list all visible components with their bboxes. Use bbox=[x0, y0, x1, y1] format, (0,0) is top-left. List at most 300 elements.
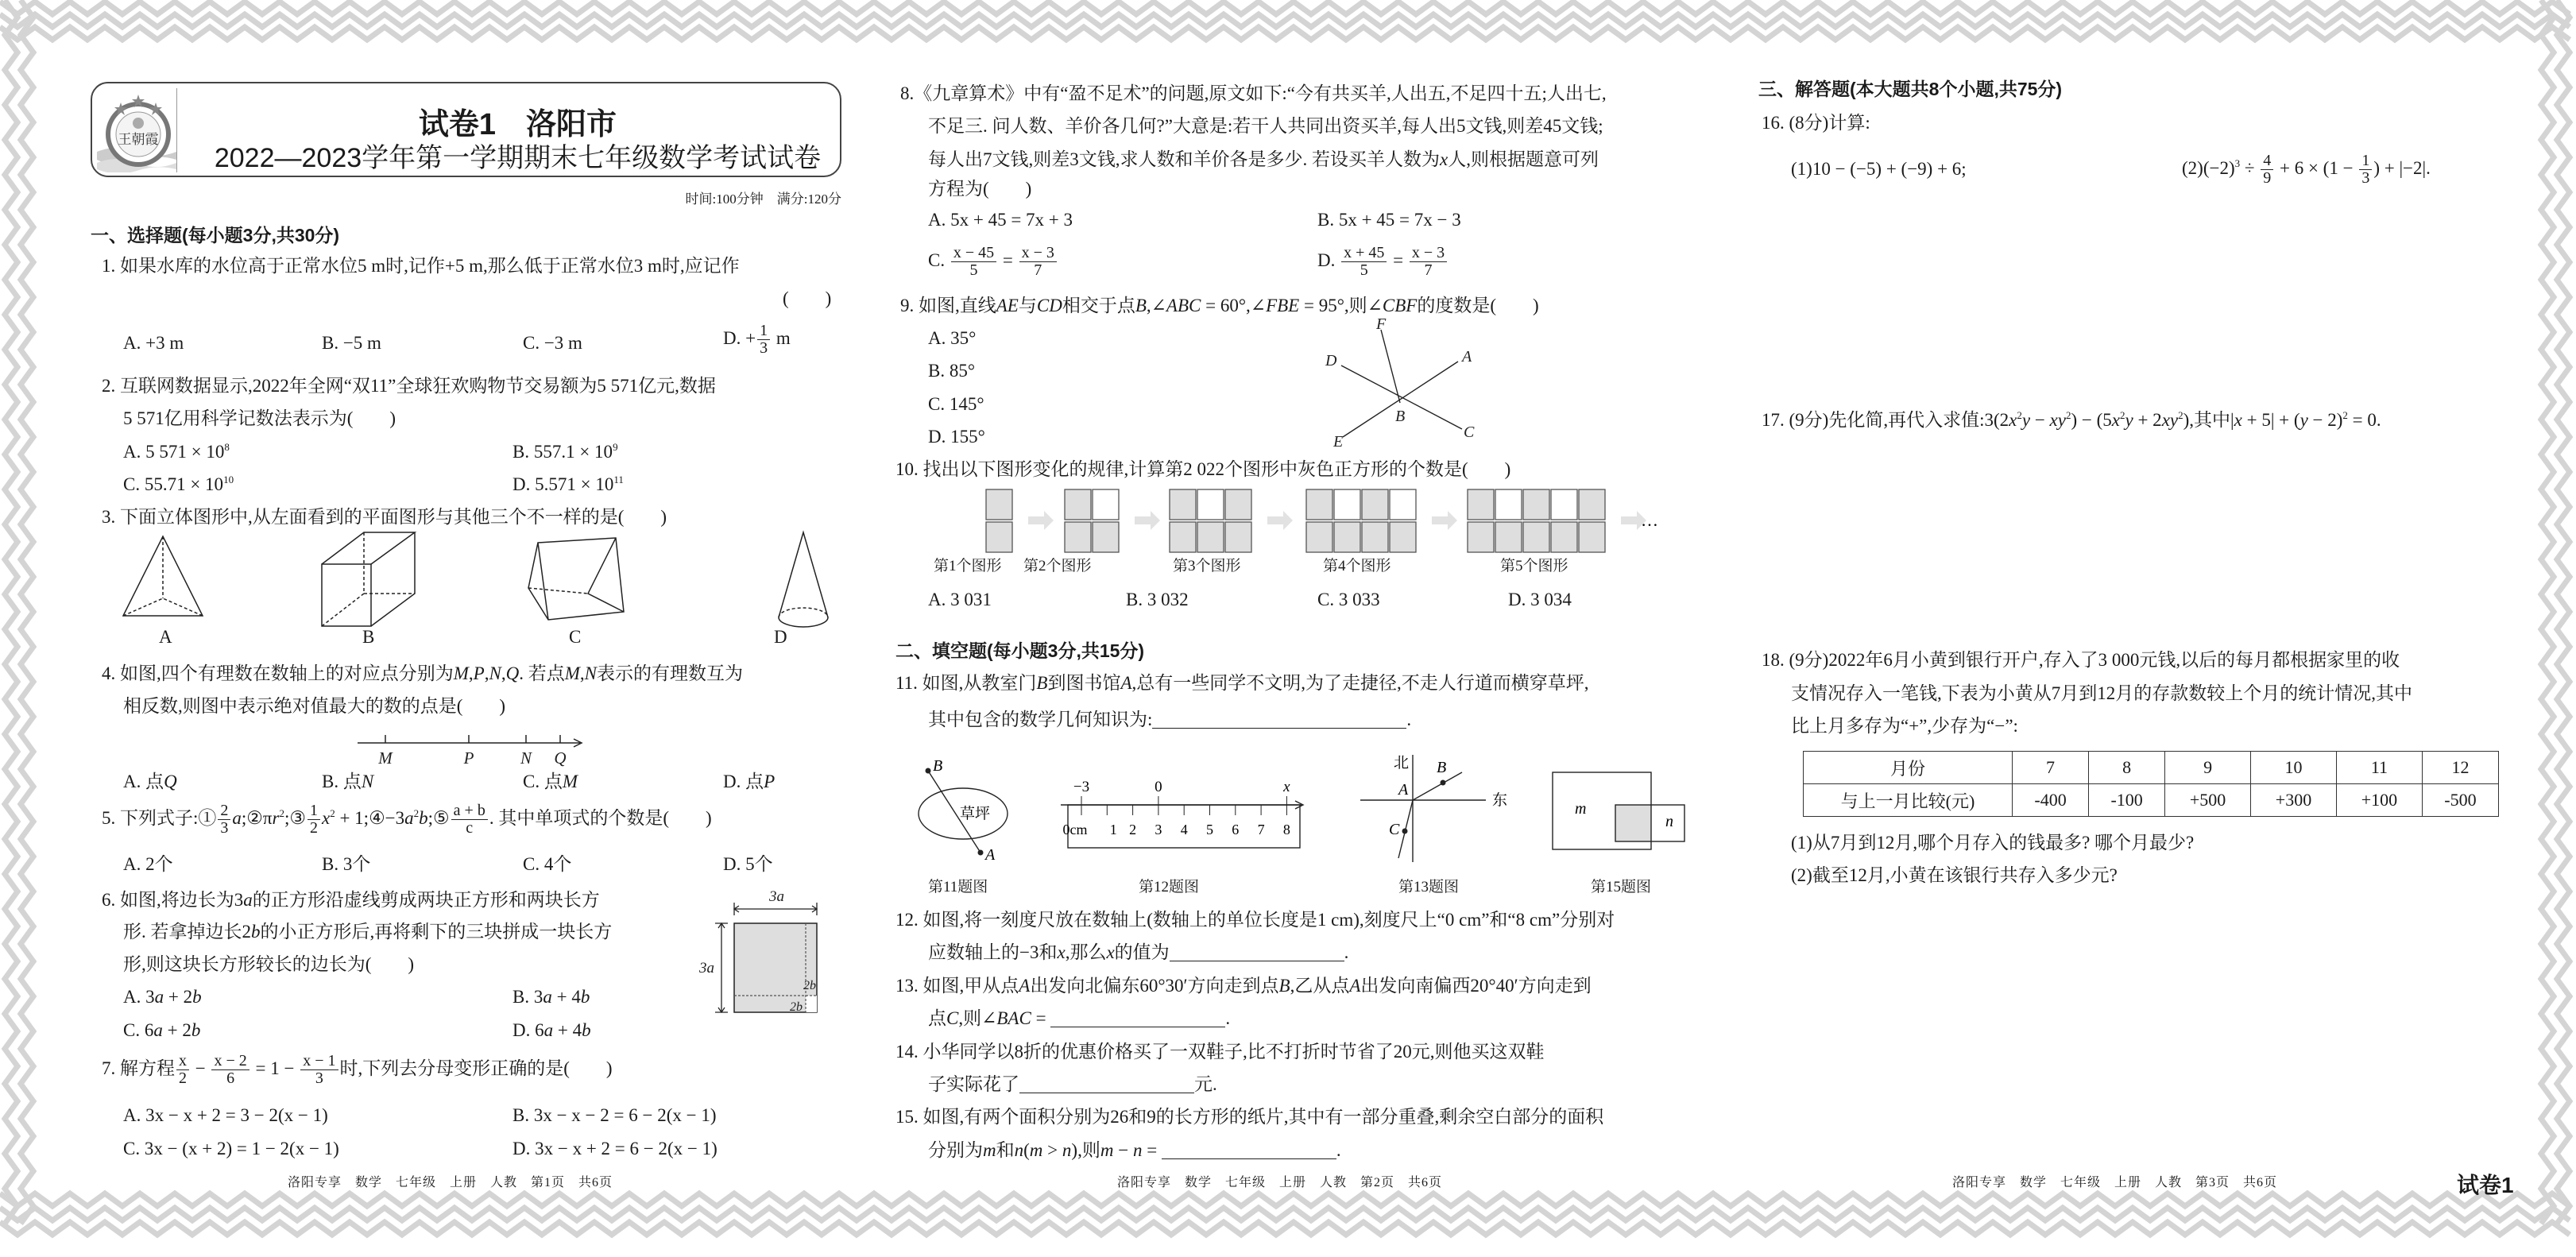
q4-option-a bbox=[123, 769, 177, 795]
q6-option-b bbox=[512, 984, 590, 1010]
q3-label-d: D bbox=[774, 627, 787, 647]
q10-option-d bbox=[1508, 587, 1572, 613]
table-cell: 9 bbox=[2165, 752, 2251, 784]
pyramid-figure bbox=[123, 536, 203, 616]
page-footer-3: 洛阳专享 数学 七年级 上册 人教 第3页 共6页 bbox=[1952, 1176, 2278, 1189]
math-variable: b bbox=[580, 987, 590, 1007]
text-run: + 5| + ( bbox=[2241, 410, 2300, 430]
q12-text-line2 bbox=[928, 940, 1348, 965]
text-run: 每人出7文钱,则差3文钱,求人数和羊价各是多少. 若设买羊人数为 bbox=[928, 149, 1440, 169]
q8-option-a bbox=[928, 207, 1073, 233]
text-run: 17. (9分)先化简,再代入求值:3(2 bbox=[1762, 410, 2009, 430]
table-cell: 11 bbox=[2336, 752, 2422, 784]
q2-text-line1 bbox=[102, 373, 716, 399]
text-run: − bbox=[191, 1058, 211, 1078]
math-variable: BAC bbox=[996, 1008, 1031, 1028]
white-square bbox=[1334, 489, 1360, 520]
gray-square bbox=[986, 522, 1012, 552]
q13-figure-caption: 第13题图 bbox=[1398, 879, 1460, 895]
fraction bbox=[757, 323, 770, 357]
text-run: A. 2个 bbox=[123, 854, 173, 874]
table-cell: 月份 bbox=[1804, 752, 2013, 784]
point-b-label: B bbox=[1437, 759, 1447, 776]
exam-header bbox=[91, 82, 841, 177]
arrow-right-icon bbox=[1432, 511, 1457, 530]
math-variable: a bbox=[543, 1020, 554, 1040]
ruler-label: 3 bbox=[1155, 822, 1162, 837]
math-variable: n bbox=[1014, 1140, 1024, 1160]
section-fill-blank-title: 二、填空题(每小题3分,共15分) bbox=[895, 640, 1145, 661]
fraction-denominator: 7 bbox=[1424, 261, 1433, 279]
math-variable: a bbox=[153, 1020, 163, 1040]
text-run: 13. 如图,甲从点 bbox=[895, 976, 1019, 996]
q4-text-line2 bbox=[123, 694, 505, 719]
gray-square bbox=[1390, 522, 1416, 552]
fraction-numerator: x − 2 bbox=[211, 1053, 249, 1070]
answer-blank bbox=[1152, 710, 1406, 729]
math-variable: x bbox=[2111, 410, 2120, 430]
text-run: 相反数,则图中表示绝对值最大的数的点是( ) bbox=[123, 696, 506, 716]
text-run: ;③ bbox=[284, 807, 306, 828]
fraction bbox=[451, 803, 488, 837]
q18-part-2 bbox=[1791, 863, 2118, 888]
text-run: + 6 × (1 − bbox=[2275, 157, 2358, 178]
q7-option-b bbox=[512, 1103, 717, 1128]
time-and-score: 时间:100分钟 满分:120分 bbox=[685, 191, 841, 207]
fraction-numerator: 4 bbox=[2261, 153, 2273, 170]
fraction-denominator: 2 bbox=[309, 819, 318, 837]
fraction-numerator: x − 3 bbox=[1410, 245, 1447, 262]
text-run: (1)10 − (−5) + (−9) + 6; bbox=[1791, 159, 1967, 179]
text-run: 形,则这块长方形较长的边长为( ) bbox=[123, 954, 415, 974]
q10-caption-2: 第2个图形 bbox=[1023, 558, 1092, 574]
text-run: 11. 如图,从教室门 bbox=[895, 673, 1037, 693]
q9-option-d bbox=[928, 424, 985, 450]
q16-text bbox=[1762, 110, 1870, 136]
math-variable: M bbox=[453, 663, 469, 683]
q10-caption-1: 第1个图形 bbox=[934, 558, 1002, 574]
text-run: 子实际花了 bbox=[928, 1074, 1019, 1094]
q1-option-b bbox=[322, 331, 381, 356]
q6-option-c bbox=[123, 1018, 200, 1043]
fraction-denominator: 6 bbox=[226, 1069, 235, 1087]
math-variable: AE bbox=[996, 296, 1019, 315]
text-run: C. 3 033 bbox=[1317, 590, 1380, 609]
text-run: . bbox=[1225, 1008, 1231, 1028]
math-variable: y bbox=[2021, 410, 2031, 430]
q1-option-c bbox=[523, 331, 582, 356]
page-footer-1: 洛阳专享 数学 七年级 上册 人教 第1页 共6页 bbox=[288, 1176, 613, 1189]
wave-line bbox=[0, 1208, 2570, 1220]
text-run: A. 5x + 45 = 7x + 3 bbox=[928, 210, 1073, 230]
gray-square bbox=[1551, 522, 1577, 552]
text-run: m bbox=[772, 327, 791, 348]
text-run: 到图书馆 bbox=[1047, 673, 1121, 693]
math-variable: CD bbox=[1036, 296, 1062, 315]
area-m-label: m bbox=[1575, 800, 1587, 818]
text-run: 方程为( ) bbox=[928, 179, 1032, 199]
section-multiple-choice-title: 一、选择题(每小题3分,共30分) bbox=[91, 225, 340, 246]
text-run: 表示的有理数互为 bbox=[596, 663, 743, 683]
gray-square bbox=[1306, 522, 1332, 552]
text-run: (2)(−2) bbox=[2182, 157, 2235, 178]
text-run: 支情况存入一笔钱,下表为小黄从7月到12月的存款数较上个月的统计情况,其中 bbox=[1791, 683, 2412, 703]
gray-square bbox=[1093, 522, 1119, 552]
q2-option-a bbox=[123, 439, 230, 465]
q18-text-line1 bbox=[1762, 648, 2400, 673]
q13-direction-figure bbox=[1360, 755, 1507, 862]
ruler-label: 0cm bbox=[1062, 822, 1088, 837]
white-square bbox=[1197, 489, 1224, 520]
q11-text-line1 bbox=[895, 671, 1589, 696]
table-cell: 7 bbox=[2013, 752, 2089, 784]
table-cell: +300 bbox=[2251, 784, 2337, 817]
gray-square bbox=[1523, 489, 1549, 520]
math-variable: n bbox=[1062, 1140, 1072, 1160]
fraction bbox=[951, 245, 996, 279]
exponent: 2 bbox=[2065, 409, 2071, 421]
q18-text-line2 bbox=[1791, 681, 2412, 706]
q2-option-c bbox=[123, 472, 234, 497]
triangular-prism-figure bbox=[528, 538, 624, 620]
text-run: ÷ bbox=[2240, 157, 2260, 178]
text-run: 和 bbox=[996, 1140, 1015, 1160]
area-n-label: n bbox=[1665, 813, 1673, 830]
text-run: 其中包含的数学几何知识为: bbox=[928, 710, 1153, 729]
math-variable: A bbox=[1120, 673, 1132, 693]
q8-text-line4 bbox=[928, 176, 1031, 202]
point-q-label: Q bbox=[554, 748, 567, 768]
fraction-denominator: 7 bbox=[1034, 261, 1042, 279]
text-run: + 2 bbox=[2133, 410, 2162, 430]
fraction bbox=[176, 1053, 189, 1087]
table-cell: +500 bbox=[2165, 784, 2251, 817]
exponent: 2 bbox=[413, 806, 420, 819]
wave-line bbox=[21, 0, 33, 1224]
q3-text bbox=[102, 505, 667, 530]
table-cell: -100 bbox=[2089, 784, 2165, 817]
q14-text-line1 bbox=[895, 1039, 1545, 1065]
text-run: ,总有一些同学不文明,为了走捷径,不走人行道而横穿草坪, bbox=[1131, 673, 1589, 693]
axis-label: x bbox=[1283, 779, 1290, 795]
text-run: = 60°,∠ bbox=[1201, 296, 1267, 315]
text-run: − 2) bbox=[2307, 410, 2343, 430]
text-run: ,那么 bbox=[1065, 942, 1107, 962]
q6-text-line2 bbox=[123, 919, 612, 945]
text-run: = 0. bbox=[2347, 410, 2381, 430]
fraction-denominator: c bbox=[466, 819, 474, 837]
gray-square bbox=[1334, 522, 1360, 552]
math-variable: M bbox=[562, 772, 578, 791]
math-variable: B bbox=[1036, 673, 1048, 693]
math-variable: x bbox=[1057, 942, 1066, 962]
text-run: 2. 互联网数据显示,2022年全网“双11”全球狂欢购物节交易额为5 571亿元,数据 bbox=[102, 376, 716, 396]
paper-number-label: 试卷1 bbox=[2457, 1173, 2514, 1197]
text-run: A. 3 031 bbox=[928, 590, 992, 609]
cone-figure bbox=[779, 532, 828, 627]
q8-text-line1 bbox=[900, 81, 1607, 106]
text-run: B. 3x − x − 2 = 6 − 2(x − 1) bbox=[512, 1105, 717, 1125]
math-variable: M bbox=[564, 663, 580, 683]
math-variable: FBE bbox=[1266, 296, 1300, 315]
fraction-denominator: 5 bbox=[969, 261, 978, 279]
fraction-numerator: 1 bbox=[307, 803, 320, 820]
math-variable: x bbox=[1440, 149, 1449, 169]
text-run: 16. (8分)计算: bbox=[1762, 113, 1870, 133]
text-run: B. 3 bbox=[512, 987, 543, 1007]
north-label: 北 bbox=[1394, 755, 1410, 772]
text-run: = 1 − bbox=[250, 1058, 300, 1078]
q10-caption-5: 第5个图形 bbox=[1500, 558, 1568, 574]
q16-part-1 bbox=[1791, 157, 1967, 182]
math-variable: xy bbox=[2049, 410, 2066, 430]
q6-square-figure bbox=[699, 888, 830, 1023]
q15-text-line1 bbox=[895, 1104, 1603, 1130]
fraction-numerator: x − 3 bbox=[1019, 245, 1057, 262]
fraction bbox=[307, 803, 320, 837]
gray-square bbox=[1362, 489, 1388, 520]
lawn-label: 草坪 bbox=[960, 806, 991, 822]
text-run: ) − (5 bbox=[2071, 410, 2112, 430]
q10-caption-4: 第4个图形 bbox=[1323, 558, 1391, 574]
text-run: = bbox=[998, 249, 1018, 270]
text-run: B. 3 032 bbox=[1126, 590, 1189, 609]
fraction-denominator: 3 bbox=[315, 1069, 323, 1087]
q8-text-line2 bbox=[928, 114, 1603, 139]
gray-square bbox=[1170, 522, 1196, 552]
page-footer-2: 洛阳专享 数学 七年级 上册 人教 第2页 共6页 bbox=[1117, 1176, 1443, 1189]
text-run: ;⑤ bbox=[427, 807, 450, 828]
gray-square bbox=[1170, 489, 1196, 520]
q2-option-d bbox=[512, 472, 624, 497]
text-run: A. 5 571 × 10 bbox=[123, 442, 225, 462]
text-run: + 2 bbox=[164, 987, 193, 1007]
fraction bbox=[2359, 153, 2372, 187]
q10-caption-3: 第3个图形 bbox=[1173, 558, 1241, 574]
q8-option-c bbox=[928, 245, 1058, 279]
axis-label: −3 bbox=[1073, 779, 1090, 795]
text-run: = bbox=[1142, 1140, 1162, 1160]
math-variable: P bbox=[473, 663, 485, 683]
exponent: 11 bbox=[613, 474, 624, 485]
text-run: C. 55.71 × 10 bbox=[123, 474, 224, 494]
q2-option-b bbox=[512, 439, 618, 465]
q8-option-d bbox=[1317, 245, 1449, 279]
text-run: = bbox=[1031, 1008, 1051, 1028]
exponent: 2 bbox=[330, 806, 335, 819]
point-a-label: A bbox=[1398, 781, 1409, 799]
point-m-label: M bbox=[378, 748, 393, 768]
q18-text-line3 bbox=[1791, 714, 2018, 739]
label-c: C bbox=[1464, 424, 1475, 441]
text-run: 点 bbox=[928, 1008, 946, 1028]
text-run: D. 点 bbox=[723, 772, 764, 791]
q8-text-line3 bbox=[928, 147, 1599, 172]
table-cell: -400 bbox=[2013, 784, 2089, 817]
text-run: ,则∠ bbox=[958, 1008, 997, 1028]
q9-text bbox=[900, 293, 1539, 319]
math-variable: N bbox=[489, 663, 501, 683]
text-run: D. + bbox=[723, 327, 756, 348]
q18-part-1 bbox=[1791, 830, 2194, 856]
q16-part-2 bbox=[2182, 153, 2431, 187]
ruler-label: 2 bbox=[1129, 822, 1137, 837]
math-variable: a bbox=[154, 987, 164, 1007]
text-run: 的值为 bbox=[1114, 942, 1170, 962]
q4-option-b bbox=[322, 769, 373, 795]
q12-figure-caption: 第12题图 bbox=[1139, 879, 1200, 895]
text-run: A. 3x − x + 2 = 3 − 2(x − 1) bbox=[123, 1105, 328, 1125]
q4-number-line bbox=[350, 727, 596, 771]
label-a: A bbox=[1462, 348, 1472, 365]
section-answer-questions-title: 三、解答题(本大题共8个小题,共75分) bbox=[1758, 79, 2063, 99]
text-run: A. +3 m bbox=[123, 333, 184, 353]
q17-text bbox=[1762, 408, 2381, 433]
table-cell: +100 bbox=[2336, 784, 2422, 817]
text-run: 人,则根据题意可列 bbox=[1448, 149, 1599, 169]
answer-blank bbox=[1162, 1141, 1336, 1159]
ruler-label: 7 bbox=[1257, 822, 1265, 837]
q3-label-a: A bbox=[159, 627, 172, 647]
wave-line bbox=[2557, 0, 2570, 1224]
label-b: B bbox=[1395, 408, 1406, 425]
math-variable: a bbox=[243, 890, 253, 910]
fraction-numerator: x − 1 bbox=[300, 1053, 338, 1070]
math-variable: x bbox=[1106, 942, 1115, 962]
text-run: . 其中单项式的个数是( ) bbox=[489, 807, 712, 828]
q5-option-c bbox=[523, 852, 571, 877]
text-run: ),则 bbox=[1071, 1140, 1100, 1160]
math-variable: y bbox=[2125, 410, 2133, 430]
exponent: 2 bbox=[2119, 409, 2125, 421]
q15-text-line2 bbox=[928, 1138, 1341, 1163]
text-run: + 4 bbox=[553, 1020, 582, 1040]
math-variable: N bbox=[584, 663, 597, 683]
text-run: ) + |−2|. bbox=[2373, 157, 2431, 178]
point-n-label: N bbox=[520, 748, 532, 768]
point-b-label: B bbox=[933, 757, 943, 775]
math-variable: B bbox=[1278, 976, 1290, 996]
text-run: C. 3x − (x + 2) = 1 − 2(x − 1) bbox=[123, 1139, 339, 1158]
q12-text-line1 bbox=[895, 907, 1615, 933]
text-run: − bbox=[2030, 410, 2050, 430]
math-variable: Q bbox=[164, 772, 177, 791]
text-run: 10. 找出以下图形变化的规律,计算第2 022个图形中灰色正方形的个数是( ) bbox=[895, 459, 1511, 479]
text-run: 5. 下列式子:① bbox=[102, 807, 217, 828]
table-cell: 12 bbox=[2422, 752, 2498, 784]
table-cell: 与上一月比较(元) bbox=[1804, 784, 2013, 817]
exponent: 2 bbox=[2017, 409, 2022, 421]
paper-title: 试卷1 洛阳市 bbox=[418, 108, 617, 141]
text-run: 18. (9分)2022年6月小黄到银行开户,存入了3 000元钱,以后的每月都根据家里的收 bbox=[1762, 650, 2400, 670]
q11-lawn-figure bbox=[919, 757, 1008, 864]
gray-square bbox=[1197, 522, 1224, 552]
cuboid-figure bbox=[322, 532, 415, 626]
text-run: , bbox=[501, 663, 506, 683]
text-run: 出发向南偏西20°40′方向走到 bbox=[1360, 976, 1592, 996]
text-run: C. 点 bbox=[523, 772, 563, 791]
q12-ruler-figure bbox=[1061, 779, 1303, 848]
q11-text-line2 bbox=[928, 707, 1411, 733]
text-run: 出发向北偏东60°30′方向走到点 bbox=[1030, 976, 1279, 996]
exponent: 8 bbox=[224, 441, 230, 453]
east-label: 东 bbox=[1492, 792, 1508, 809]
fraction-denominator: 2 bbox=[179, 1069, 187, 1087]
text-run: 应数轴上的−3和 bbox=[928, 942, 1058, 962]
gray-square bbox=[1579, 489, 1605, 520]
q10-text bbox=[895, 457, 1510, 482]
label-f: F bbox=[1376, 318, 1387, 333]
text-run: D. bbox=[1317, 249, 1340, 270]
arrow-right-icon bbox=[1267, 511, 1293, 530]
logo-emblem-icon bbox=[97, 88, 176, 172]
q7-option-d bbox=[512, 1136, 717, 1162]
text-run: − bbox=[1113, 1140, 1133, 1160]
exponent: 2 bbox=[2342, 409, 2348, 421]
text-run: + 1;④−3 bbox=[335, 807, 405, 828]
q7-text bbox=[102, 1053, 613, 1087]
fraction bbox=[218, 803, 230, 837]
exponent: 10 bbox=[223, 474, 234, 485]
wave-line bbox=[0, 1222, 2570, 1235]
q10-square-pattern-figure bbox=[977, 486, 1692, 554]
math-variable: m bbox=[983, 1140, 996, 1160]
fill-blank-figures bbox=[906, 755, 1700, 870]
text-run: 14. 小华同学以8折的优惠价格买了一双鞋子,比不打折时节省了20元,则他买这双鞋 bbox=[895, 1042, 1545, 1062]
text-run: 4. 如图,四个有理数在数轴上的对应点分别为 bbox=[102, 663, 454, 683]
math-variable: b bbox=[419, 807, 428, 828]
text-run: B. 3个 bbox=[322, 854, 371, 874]
math-variable: ABC bbox=[1166, 296, 1201, 315]
q1-option-a bbox=[123, 331, 184, 356]
bottom-dimension-label: 2b bbox=[790, 1000, 803, 1014]
gray-square bbox=[1523, 522, 1549, 552]
math-variable: b bbox=[191, 1020, 201, 1040]
text-run: C. 145° bbox=[928, 394, 984, 414]
exponent: 9 bbox=[613, 441, 618, 453]
text-run: 6. 如图,将边长为3 bbox=[102, 890, 244, 910]
publisher-logo bbox=[97, 88, 177, 172]
text-run: (2)截至12月,小黄在该银行共存入多少元? bbox=[1791, 865, 2118, 885]
text-run: 5 571亿用科学记数法表示为( ) bbox=[123, 408, 396, 428]
gray-square bbox=[1225, 489, 1251, 520]
text-run: 的正方形沿虚线剪成两块正方形和两块长方 bbox=[252, 890, 600, 910]
q3-label-b: B bbox=[362, 627, 375, 647]
fraction-denominator: 5 bbox=[1360, 261, 1368, 279]
text-run: + 4 bbox=[551, 987, 581, 1007]
q11-figure-caption: 第11题图 bbox=[928, 879, 988, 895]
exponent: 2 bbox=[2178, 409, 2183, 421]
q6-option-a bbox=[123, 984, 202, 1010]
text-run: 8.《九章算术》中有“盈不足术”的问题,原文如下:“今有共买羊,人出五,不足四十五;人出七, bbox=[900, 83, 1607, 103]
strip-dimension-label: 2b bbox=[803, 979, 816, 992]
text-run: . bbox=[1344, 942, 1349, 962]
fraction-numerator: x − 45 bbox=[951, 245, 996, 262]
text-run: B. 5x + 45 = 7x − 3 bbox=[1317, 210, 1461, 230]
math-variable: N bbox=[361, 772, 374, 791]
text-run: B. 点 bbox=[322, 772, 362, 791]
gray-square bbox=[1579, 522, 1605, 552]
math-variable: x bbox=[321, 807, 331, 828]
fraction bbox=[300, 1053, 338, 1087]
text-run: A. 点 bbox=[123, 772, 164, 791]
fraction-numerator: 1 bbox=[757, 323, 770, 340]
text-run: , bbox=[468, 663, 474, 683]
math-variable: n bbox=[1132, 1140, 1143, 1160]
text-run: ,乙从点 bbox=[1290, 976, 1350, 996]
q4-option-d bbox=[723, 769, 775, 795]
text-run: , bbox=[579, 663, 585, 683]
